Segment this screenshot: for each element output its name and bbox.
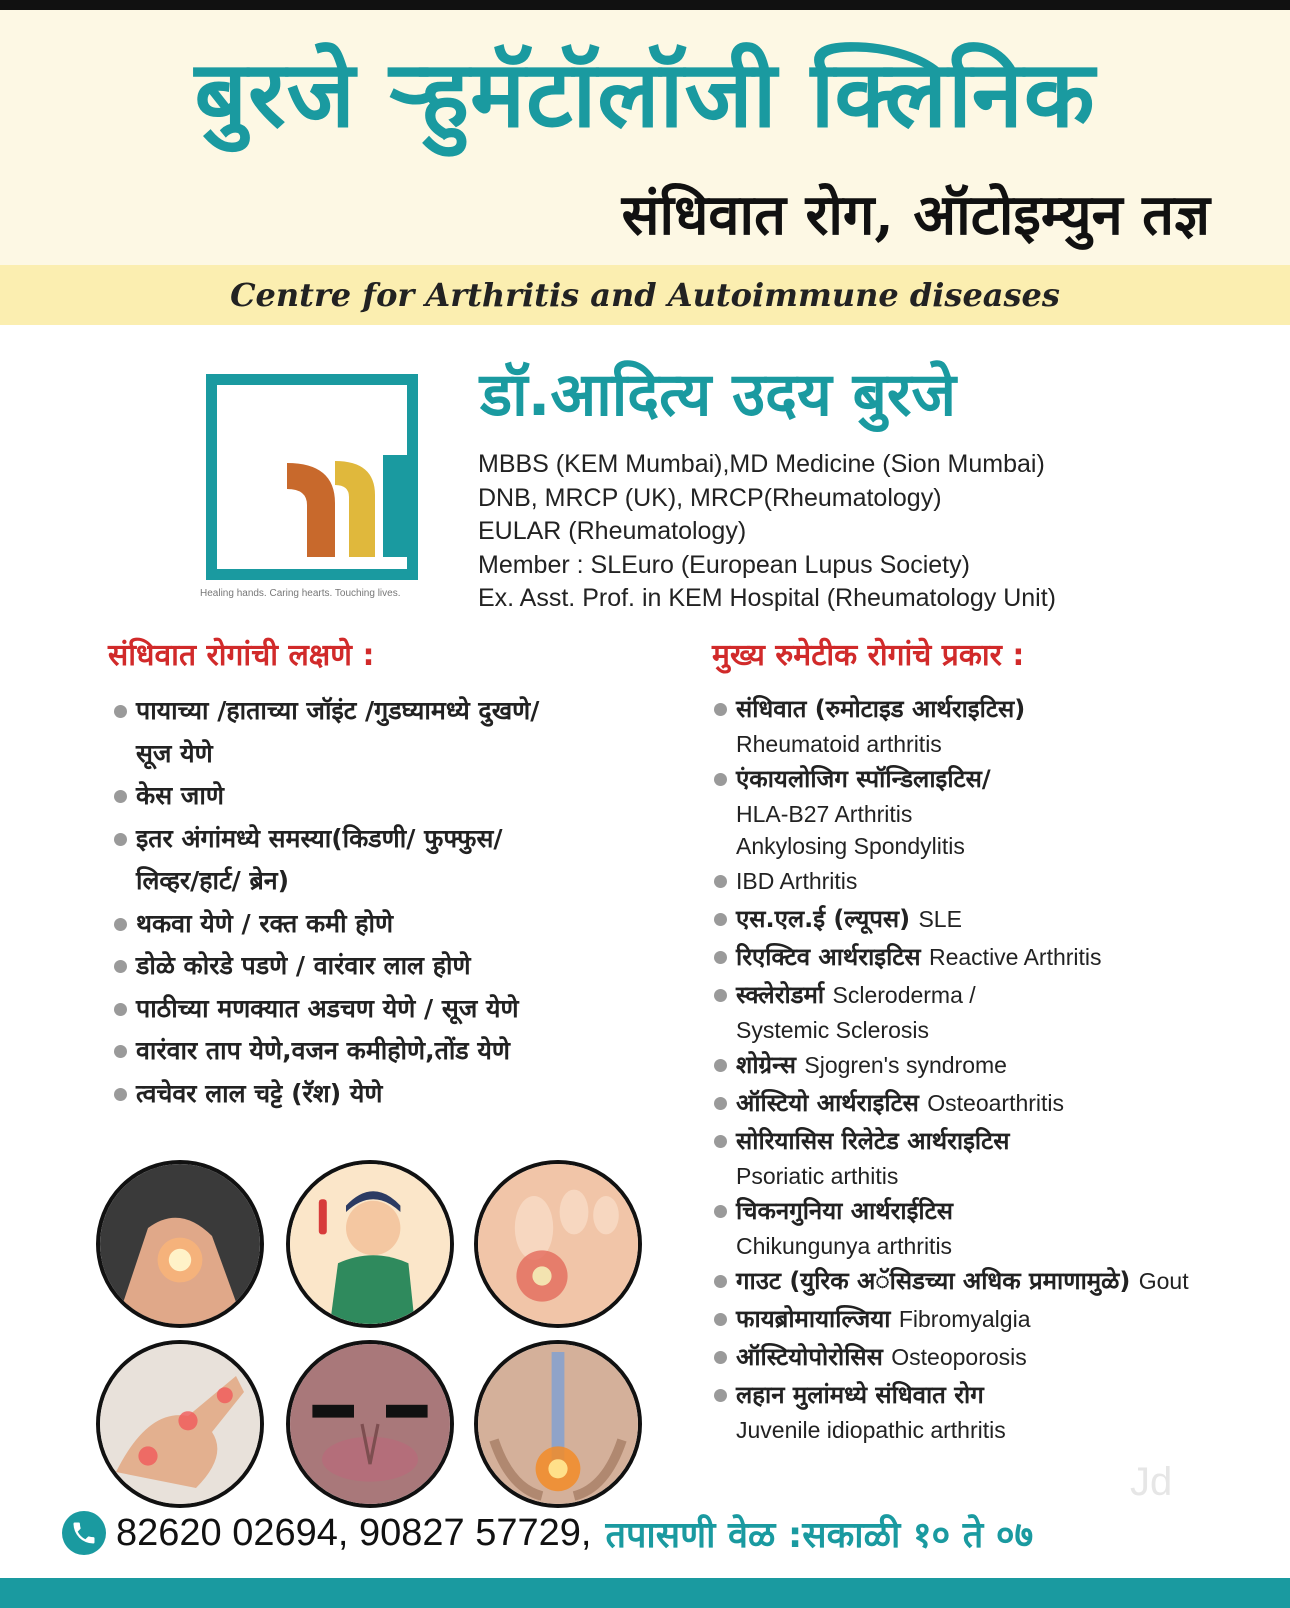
bullet-icon [714, 989, 727, 1002]
disease-type-row [736, 1046, 1272, 1084]
bullet-icon [114, 833, 127, 846]
watermark: Jd [1130, 1460, 1173, 1504]
qualification-line: DNB, MRCP (UK), MRCP(Rheumatology) [478, 483, 942, 512]
disease-name-english: Juvenile idiopathic arthritis [736, 1417, 1006, 1443]
disease-name-english: Osteoarthritis [927, 1090, 1065, 1116]
bullet-icon [714, 1205, 727, 1218]
disease-name-marathi: एस.एल.ई (ल्यूपस) [736, 905, 911, 933]
symptom-item [112, 775, 672, 818]
symptom-item [112, 1073, 672, 1116]
symptom-item [112, 818, 672, 903]
bullet-icon [114, 705, 127, 718]
disease-types-heading: मुख्य रुमेटीक रोगांचे प्रकार : [712, 638, 1025, 673]
disease-type-item [712, 900, 1272, 938]
disease-name-english: Psoriatic arthitis [736, 1163, 899, 1189]
disease-type-row [736, 862, 1272, 900]
bullet-icon [114, 918, 127, 931]
symptoms-list [112, 690, 672, 1115]
disease-name-english: HLA-B27 Arthritis [736, 801, 913, 827]
bullet-icon [114, 790, 127, 803]
bullet-icon [714, 773, 727, 786]
disease-type-item [712, 938, 1272, 976]
symptom-text-cont: लिव्हर/हार्ट/ ब्रेन) [136, 866, 290, 895]
disease-name-english: Fibromyalgia [898, 1306, 1031, 1332]
disease-name-english: Ankylosing Spondylitis [736, 833, 965, 859]
disease-type-item [712, 976, 1272, 1046]
disease-name-marathi: ऑस्टियो आर्थराइटिस [736, 1089, 919, 1117]
symptom-text: वारंवार ताप येणे,वजन कमीहोणे,तोंड येणे [136, 1036, 510, 1065]
disease-name-marathi: लहान मुलांमध्ये संधिवात रोग [736, 1381, 984, 1409]
logo-tagline: Healing hands. Caring hearts. Touching lives. [200, 588, 401, 599]
bullet-icon [714, 1275, 727, 1288]
clinic-logo [206, 374, 418, 580]
symptom-item [112, 1030, 672, 1073]
bottom-bar [0, 1578, 1290, 1608]
top-border [0, 0, 1290, 10]
symptom-text: पायाच्या /हाताच्या जॉइंट /गुडघ्यामध्ये दुखणे/ [136, 696, 540, 725]
doctor-name: डॉ.आदित्य उदय बुरजे [480, 360, 956, 430]
disease-type-row [736, 900, 1272, 938]
disease-type-item [712, 1338, 1272, 1376]
symptom-item [112, 988, 672, 1031]
disease-name-marathi: ऑस्टियोपोरोसिस [736, 1343, 883, 1371]
disease-type-row [736, 938, 1272, 976]
symptom-item [112, 903, 672, 946]
symptom-text: थकवा येणे / रक्त कमी होणे [136, 908, 394, 938]
disease-name-english: Osteoporosis [891, 1344, 1027, 1370]
disease-type-item [712, 1122, 1272, 1192]
bullet-icon [714, 1313, 727, 1326]
face-rash-icon [286, 1340, 454, 1508]
disease-name-marathi: सोरियासिस रिलेटेड आर्थराइटिस [736, 1127, 1010, 1155]
disease-name-marathi: संधिवात (रुमोटाइड आर्थराइटिस) [736, 695, 1026, 723]
symptom-text: केस जाणे [136, 781, 224, 810]
disease-types-list [712, 690, 1272, 1446]
bullet-icon [714, 1097, 727, 1110]
clinic-title: बुरजे ऱ्हुमॅटॉलॉजी क्लिनिक [194, 41, 1096, 148]
disease-type-item [712, 690, 1272, 760]
symptoms-heading: संधिवात रोगांची लक्षणे : [108, 638, 375, 673]
disease-name-marathi: गाउट (युरिक अॅसिडच्या अधिक प्रमाणामुळे) [736, 1267, 1131, 1295]
disease-name-english: IBD Arthritis [736, 868, 858, 894]
bullet-icon [714, 1135, 727, 1148]
disease-type-row [736, 690, 1272, 728]
phone-numbers[interactable]: 82620 02694, 90827 57729, [116, 1511, 592, 1554]
bullet-icon [714, 1389, 727, 1402]
disease-type-item [712, 760, 1272, 862]
symptom-text: डोळे कोरडे पडणे / वारंवार लाल होणे [136, 951, 471, 980]
disease-type-row [736, 1084, 1272, 1122]
disease-type-item [712, 1300, 1272, 1338]
disease-name-english: Systemic Sclerosis [736, 1017, 929, 1043]
bullet-icon [114, 1003, 127, 1016]
disease-type-item [712, 862, 1272, 900]
disease-type-item [712, 1262, 1272, 1300]
bullet-icon [714, 1351, 727, 1364]
disease-type-row [736, 1300, 1272, 1338]
bullet-icon [714, 951, 727, 964]
logo-bars-icon [217, 385, 407, 569]
symptom-item [112, 690, 672, 775]
disease-name-english: Rheumatoid arthritis [736, 731, 942, 757]
back-pain-icon [474, 1340, 642, 1508]
disease-name-marathi: रिएक्टिव आर्थराइटिस [736, 943, 921, 971]
phone-icon [62, 1511, 106, 1555]
disease-name-marathi: फायब्रोमायाल्जिया [736, 1305, 891, 1333]
disease-type-row [736, 1376, 1272, 1414]
hand-arthritis-icon [96, 1340, 264, 1508]
consultation-hours: तपासणी वेळ :सकाळी १० ते ०७ [605, 1514, 1034, 1556]
symptom-text: त्वचेवर लाल चट्टे (रॅश) येणे [136, 1078, 383, 1108]
disease-name-marathi: चिकनगुनिया आर्थराईटिस [736, 1197, 953, 1225]
disease-type-row [736, 1122, 1272, 1160]
disease-name-marathi: एंकायलोजिग स्पॉन्डिलाइटिस/ [736, 765, 991, 793]
english-tagline: Centre for Arthritis and Autoimmune diseases [230, 276, 1060, 314]
qualification-line: Member : SLEuro (European Lupus Society) [478, 550, 970, 579]
disease-type-row [736, 1262, 1272, 1300]
disease-type-item [712, 1376, 1272, 1446]
foot-gout-icon [474, 1160, 642, 1328]
clinic-subtitle: संधिवात रोग, ऑटोइम्युन तज्ञ [621, 182, 1210, 248]
disease-type-item [712, 1192, 1272, 1262]
doctor-qualifications [478, 448, 1056, 616]
disease-name-english: Scleroderma / [832, 982, 976, 1008]
disease-type-row [736, 1192, 1272, 1230]
fever-icon [286, 1160, 454, 1328]
disease-name-english: SLE [918, 906, 962, 932]
symptom-text: पाठीच्या मणक्यात अडचण येणे / सूज येणे [136, 993, 519, 1023]
disease-name-marathi: स्क्लेरोडर्मा [736, 981, 825, 1009]
disease-type-row [736, 1338, 1272, 1376]
symptom-item [112, 945, 672, 988]
disease-name-english: Gout [1138, 1268, 1189, 1294]
bullet-icon [114, 1088, 127, 1101]
disease-name-english: Sjogren's syndrome [804, 1052, 1007, 1078]
disease-type-item [712, 1046, 1272, 1084]
bullet-icon [714, 875, 727, 888]
bullet-icon [114, 960, 127, 973]
disease-name-english: Chikungunya arthritis [736, 1233, 953, 1259]
qualification-line: MBBS (KEM Mumbai),MD Medicine (Sion Mumbai) [478, 450, 1045, 478]
bullet-icon [714, 703, 727, 716]
qualification-line: Ex. Asst. Prof. in KEM Hospital (Rheumatology Unit) [478, 584, 1056, 612]
disease-type-item [712, 1084, 1272, 1122]
bullet-icon [114, 1045, 127, 1058]
knee-pain-icon [96, 1160, 264, 1328]
symptom-text: इतर अंगांमध्ये समस्या(किडणी/ फुफ्फुस/ [136, 823, 503, 853]
symptom-text-cont: सूज येणे [136, 738, 213, 768]
disease-type-row [736, 976, 1272, 1014]
disease-name-marathi: शोग्रेन्स [736, 1051, 797, 1079]
bullet-icon [714, 1059, 727, 1072]
footer-contact [62, 1508, 1033, 1558]
bullet-icon [714, 913, 727, 926]
qualification-line: EULAR (Rheumatology) [478, 517, 747, 545]
disease-name-english: Reactive Arthritis [928, 944, 1102, 970]
disease-type-row [736, 760, 1272, 798]
